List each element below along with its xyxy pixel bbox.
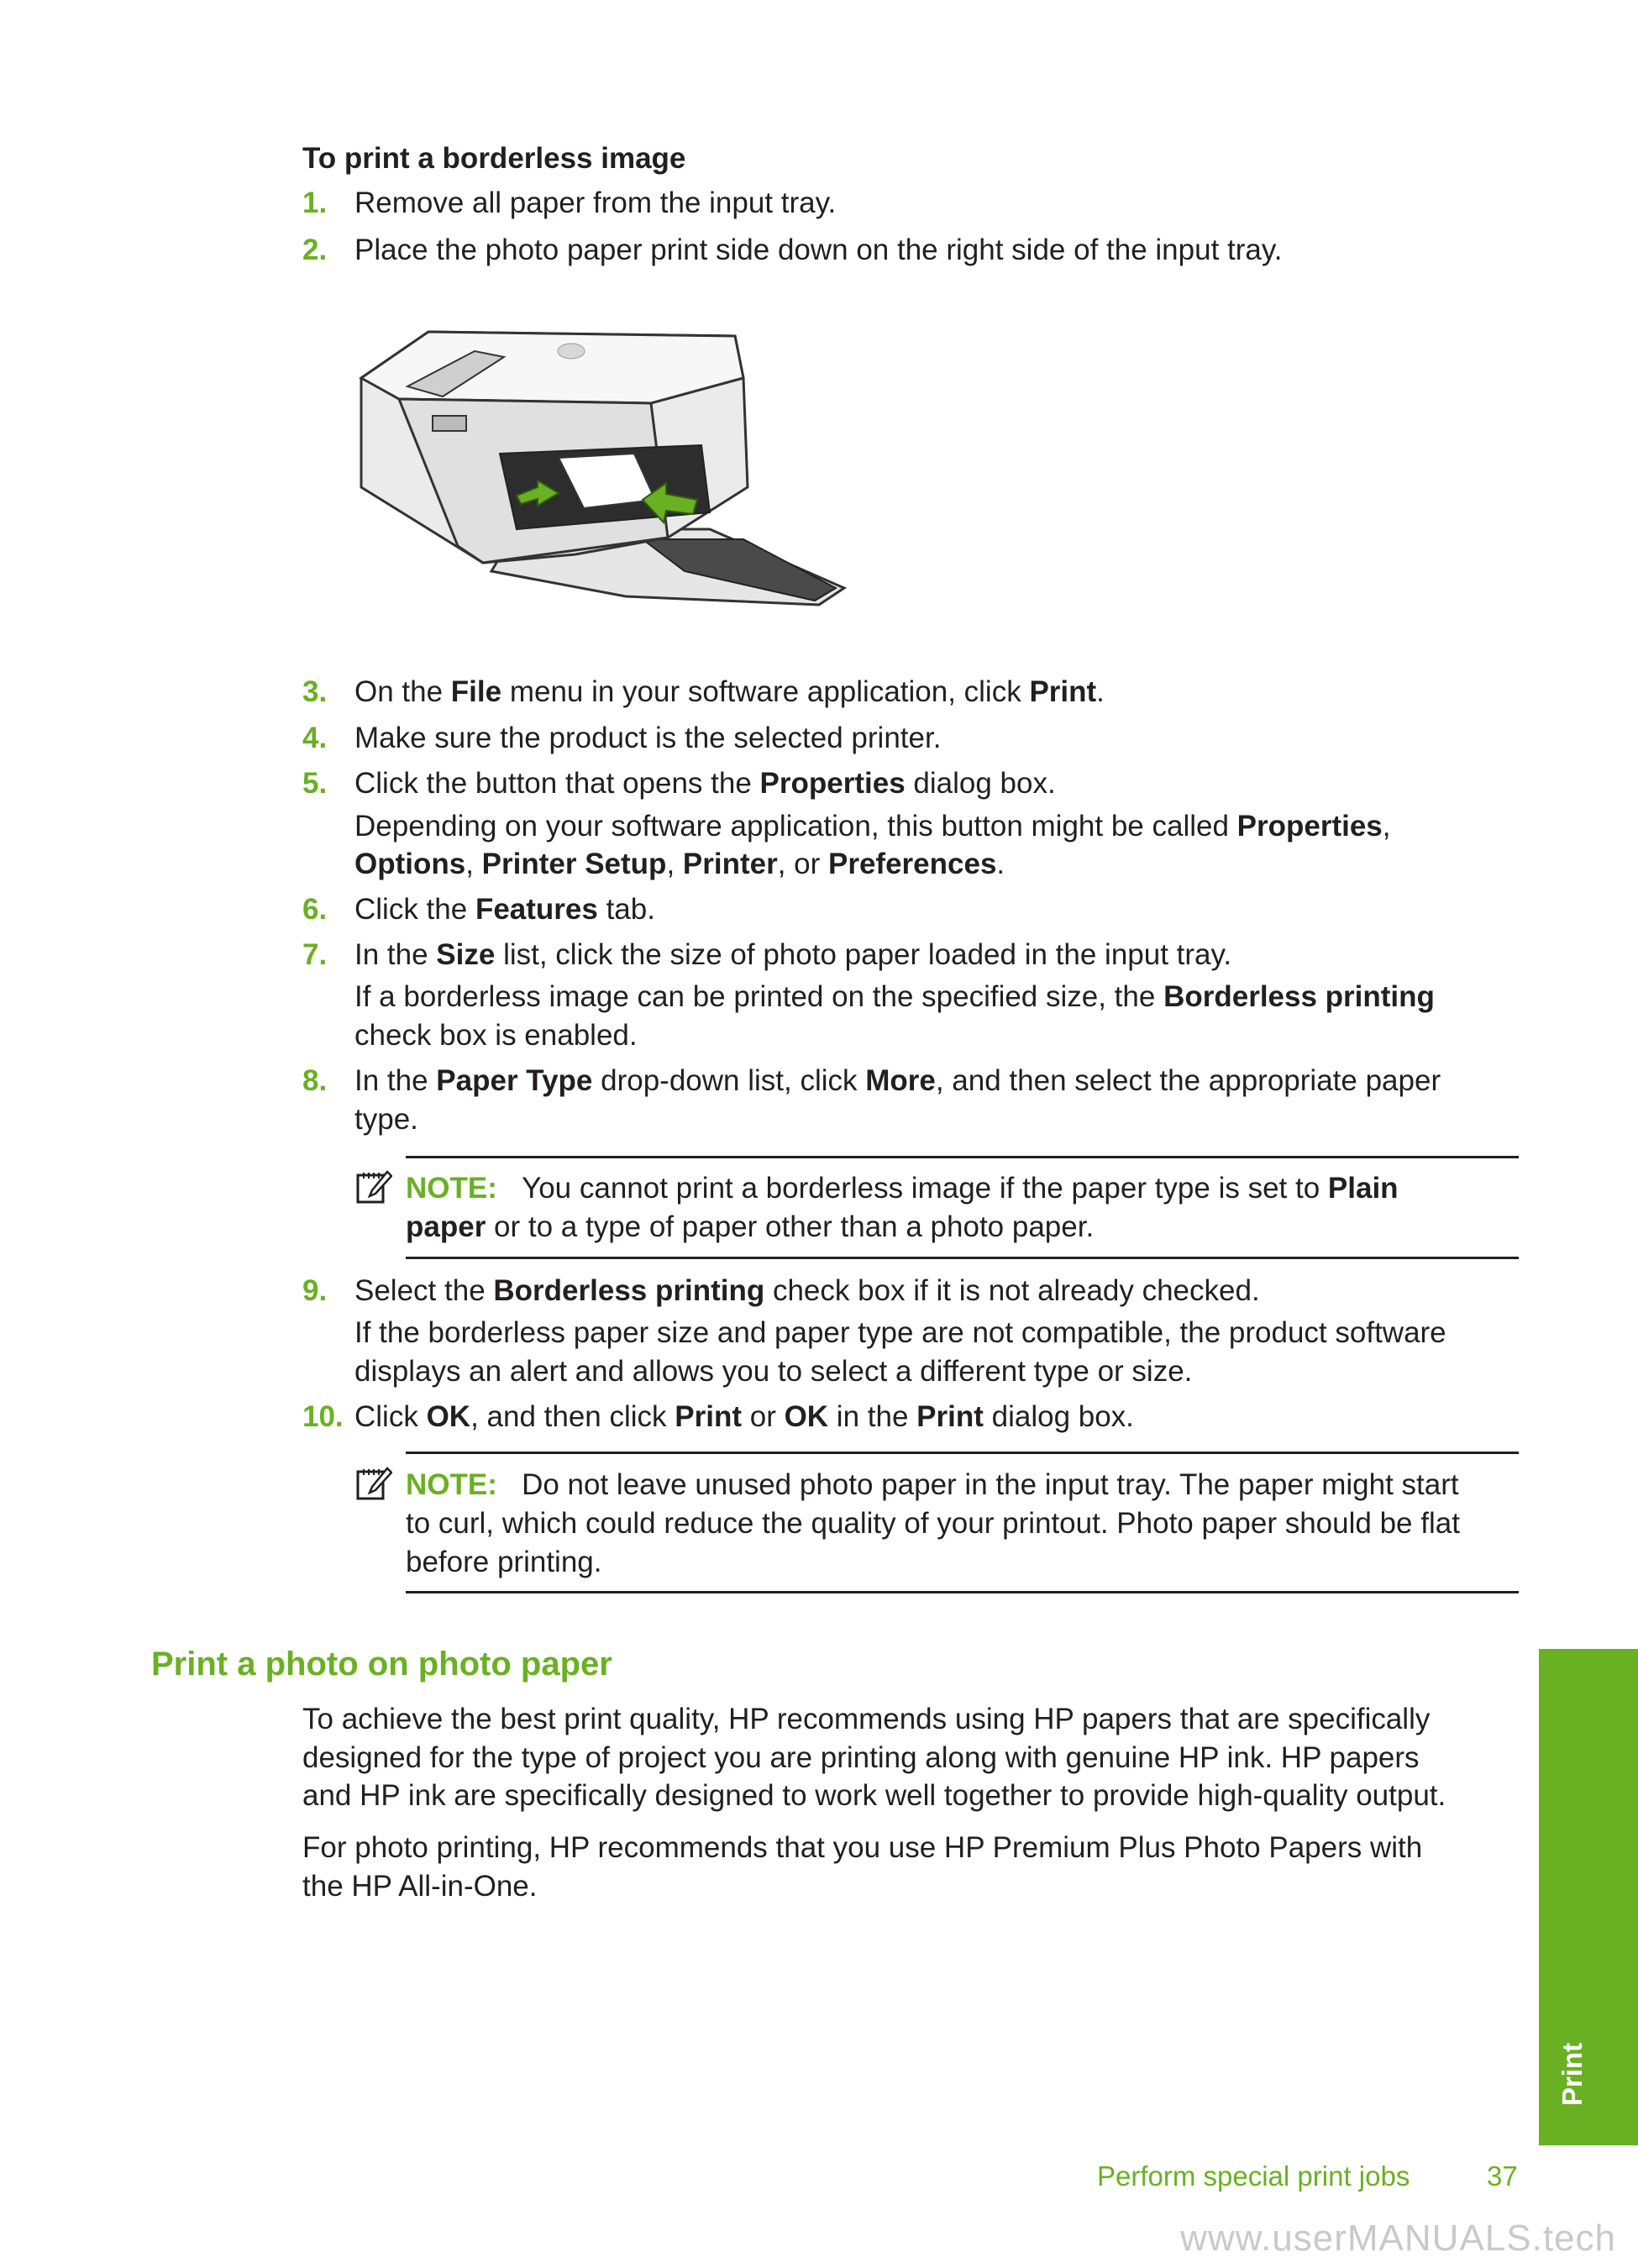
chapter-side-tab-label: Print bbox=[1557, 2042, 1588, 2106]
step-text: On the File menu in your software application, click Print. bbox=[354, 675, 1105, 708]
note-text: to curl, which could reduce the quality of your printout. Photo paper should be flat bbox=[406, 1507, 1460, 1540]
step-number: 3. bbox=[302, 675, 328, 708]
section-paragraph-line: and HP ink are specifically designed to work well together to provide high-quality output. bbox=[302, 1779, 1446, 1812]
step-number: 9. bbox=[302, 1274, 328, 1307]
step-detail: Options, Printer Setup, Printer, or Preferences. bbox=[354, 848, 1005, 880]
footer-chapter: Perform special print jobs bbox=[1097, 2160, 1410, 2192]
step-detail: Depending on your software application, this button might be called Properties, bbox=[354, 810, 1391, 843]
step-number: 8. bbox=[302, 1064, 328, 1097]
step-text-continued: type. bbox=[354, 1103, 418, 1136]
step-detail: If the borderless paper size and paper type are not compatible, the product software bbox=[354, 1316, 1446, 1349]
step-number: 7. bbox=[302, 938, 328, 971]
section-paragraph-line: To achieve the best print quality, HP recommends using HP papers that are specifically bbox=[302, 1703, 1431, 1735]
section-paragraph-line: For photo printing, HP recommends that you use HP Premium Plus Photo Papers with bbox=[302, 1831, 1423, 1864]
note-text: paper or to a type of paper other than a photo paper. bbox=[406, 1210, 1095, 1243]
footer-page-number: 37 bbox=[1487, 2160, 1518, 2192]
step-text: Select the Borderless printing check box if it is not already checked. bbox=[354, 1274, 1260, 1307]
section-paragraph-line: designed for the type of project you are printing along with genuine HP ink. HP papers bbox=[302, 1741, 1420, 1774]
note-text: before printing. bbox=[406, 1546, 602, 1578]
step-text: Place the photo paper print side down on the right side of the input tray. bbox=[354, 234, 1283, 266]
step-number: 1. bbox=[302, 186, 328, 219]
step-text: Click the Features tab. bbox=[354, 893, 655, 926]
note-text: NOTE: You cannot print a borderless image if the paper type is set to Plain bbox=[406, 1172, 1399, 1205]
step-text: Remove all paper from the input tray. bbox=[354, 186, 837, 219]
note-top-rule bbox=[406, 1452, 1519, 1454]
step-text: Make sure the product is the selected printer. bbox=[354, 722, 942, 754]
step-number: 5. bbox=[302, 767, 328, 800]
step-number: 4. bbox=[302, 722, 328, 754]
procedure-title: To print a borderless image bbox=[302, 142, 686, 175]
section-title: Print a photo on photo paper bbox=[151, 1646, 612, 1683]
note-top-rule bbox=[406, 1156, 1519, 1158]
printer-illustration bbox=[349, 319, 853, 609]
step-detail: If a borderless image can be printed on the specified size, the Borderless printing bbox=[354, 980, 1435, 1013]
step-text: Click OK, and then click Print or OK in the Print dialog box. bbox=[354, 1400, 1134, 1433]
step-text: In the Size list, click the size of photo paper loaded in the input tray. bbox=[354, 938, 1232, 971]
step-number: 6. bbox=[302, 893, 328, 926]
note-text: NOTE: Do not leave unused photo paper in the input tray. The paper might start bbox=[406, 1468, 1459, 1501]
step-text: Click the button that opens the Properties dialog box. bbox=[354, 767, 1056, 800]
note-icon bbox=[355, 1465, 392, 1502]
watermark: www.userMANUALS.tech bbox=[1180, 2218, 1616, 2259]
step-text: In the Paper Type drop-down list, click More, and then select the appropriate paper bbox=[354, 1064, 1441, 1097]
note-bottom-rule bbox=[406, 1257, 1519, 1259]
step-detail: displays an alert and allows you to select a different type or size. bbox=[354, 1355, 1193, 1388]
step-detail: check box is enabled. bbox=[354, 1019, 638, 1052]
note-bottom-rule bbox=[406, 1591, 1519, 1593]
step-number: 2. bbox=[302, 234, 328, 266]
section-paragraph-line: the HP All-in-One. bbox=[302, 1870, 538, 1903]
step-number: 10. bbox=[302, 1400, 344, 1433]
note-icon bbox=[355, 1168, 392, 1205]
